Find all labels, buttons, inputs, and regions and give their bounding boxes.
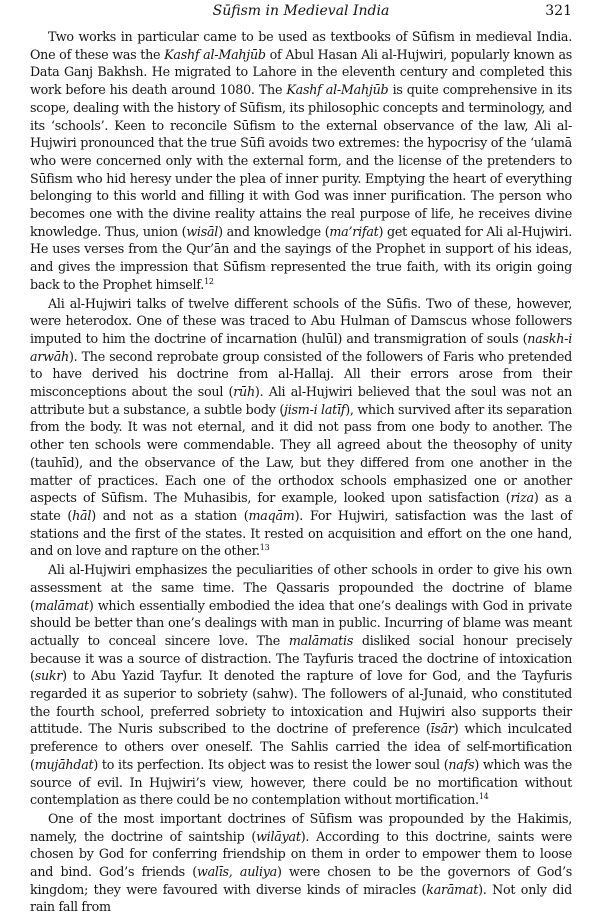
text-run: Ali al-Hujwiri talks of twelve different schools of the Sūfis. Two of these, however, were heterodox. One of these was traced to Abu Hulman of Damscus whose followers imputed to him the doctrine of incarnation (hulūl) and transmigration of souls ( <box>30 295 572 346</box>
text-run: ). According to this doctrine, saints were chosen by God for conferring friendship on them in order to empower them to loose and bind. God’s friends ( <box>30 828 572 880</box>
italic-term: karāmat <box>426 881 479 897</box>
italic-term: hāl <box>72 507 92 523</box>
italic-term: riza <box>510 490 534 506</box>
text-run: ) were chosen to be the governors of God’s kingdom; they were favoured with diverse kinds of miracles ( <box>30 864 573 897</box>
footnote-reference: 13 <box>259 543 270 553</box>
body-text <box>30 28 572 916</box>
text-run: Two works in particular came to be used as textbooks of Sūfism in medieval India. One of these was the <box>30 29 572 62</box>
italic-term: naskh-i arwāh <box>30 330 572 364</box>
italic-term: wisāl <box>186 223 219 239</box>
paragraph <box>30 810 572 916</box>
running-title: Sūfism in Medieval India <box>212 3 390 19</box>
paragraph <box>30 561 572 809</box>
text-run: ). Not only did rain fall from <box>30 881 572 915</box>
book-page <box>30 0 572 916</box>
text-run: ), which survived after its separation from the body. It was not eternal, and it did not pass from one body to another. The other ten schools were commendable. They all agreed about the theosophy of unity (tauhīd), and the observance of the Law, but they differed from one another in the matter of practices. Each one of the orthodox schools emphasized one or another aspects of Sūfism. The Muhasibis, for example, looked upon satisfaction ( <box>30 401 573 506</box>
text-run: Ali al-Hujwiri emphasizes the peculiarities of other schools in order to give his own assessment at the same time. The Qassaris propounded the doctrine of blame ( <box>30 562 572 613</box>
text-run: ). The second reprobate group consisted of the followers of Faris who pretended to have derived his doctrine from al-Hallaj. All their errors arose from their misconceptions about the soul ( <box>30 348 572 400</box>
italic-term: mujāhdat <box>34 756 94 772</box>
text-run: One of the most important doctrines of Sūfism was propounded by the Hakimis, namely, the doctrine of saintship ( <box>30 810 572 844</box>
italic-term: rūh <box>233 384 255 400</box>
text-run: ) which inculcated preference to others over oneself. The Sahlis carried the idea of self-mortification ( <box>30 721 572 772</box>
text-run: disliked social honour precisely because it was a source of distraction. The Tayfuris traced the doctrine of intoxication ( <box>30 632 572 684</box>
text-run: ) and not as a station ( <box>91 507 249 523</box>
running-header <box>30 0 572 22</box>
footnote-reference: 14 <box>478 792 489 801</box>
italic-term: Kashf al-Mahjūb <box>286 82 389 98</box>
text-run: of Abul Hasan Ali al-Hujwiri, popularly known as Data Ganj Bakhsh. He migrated to Lahore in the eleventh century and completed this work before his death around 1080. The <box>30 46 573 98</box>
text-run: ) as a state ( <box>30 490 572 523</box>
text-run: ) which essentially embodied the idea that one’s dealings with God in private should be better than one’s dealings with man in public. Incurring of blame was meant actually to conceal sincere love. The <box>30 597 572 648</box>
italic-term: nafs <box>448 756 475 772</box>
italic-term: maqām <box>248 507 295 523</box>
paragraph <box>30 295 572 561</box>
italic-term: jism-i latīf <box>284 401 346 417</box>
text-run: ) get equated for Ali al-Hujwiri. He uses verses from the Qur’ān and the sayings of the Prophet in support of his ideas, and gives the impression that Sūfism represented the true faith, with its origin going back to the Prophet himself. <box>30 223 572 292</box>
text-run: ) to its perfection. Its object was to resist the lower soul ( <box>93 756 449 772</box>
page-number: 321 <box>545 3 572 19</box>
paragraph <box>30 28 572 294</box>
text-run: is quite comprehensive in its scope, dealing with the history of Sūfism, its philosophic concepts and terminology, and its ‘schools’. Keen to reconcile Sūfism to the external observance of the law, Ali al-Hujwiri pronounced that the true Sūfi avoids two extremes: the hypocrisy of the ‘ulamā who were concerned only with the external form, and the license of the pretenders to Sūfism who hid heresy under the plea of inner purity. Emptying the heart of everything belonging to this world and filling it with God was inner purification. The person who becomes one with the divine reality attains the real purpose of life, he receives divine knowledge. Thus, union ( <box>30 82 573 239</box>
text-run: ). Ali al-Hujwiri believed that the soul was not an attribute but a substance, a subtle body ( <box>30 384 572 417</box>
italic-term: īsār <box>430 721 454 737</box>
text-run: ) and knowledge ( <box>218 223 330 239</box>
italic-term: ma’rifat <box>329 223 379 239</box>
italic-term: malāmat <box>34 597 89 613</box>
text-run: ) to Abu Yazid Tayfur. It denoted the rapture of love for God, and the Tayfuris regarded it as superior to sobriety (sahw). The followers of al-Junaid, who constituted the fourth school, preferred sobriety to intoxication and Hujwiri also supports their attitude. The Nuris subscribed to the doctrine of preference ( <box>30 668 572 737</box>
italic-term: wilāyat <box>256 828 301 844</box>
text-run: ) which was the source of evil. In Hujwiri’s view, however, there could be no mortification without contemplation as there could be no contemplation without mortification. <box>30 756 572 808</box>
italic-term: malāmatis <box>288 632 354 648</box>
italic-term: sukr <box>34 668 63 684</box>
italic-term: Kashf al-Mahjūb <box>164 46 266 62</box>
text-run: ). For Hujwiri, satisfaction was the last of stations and the first of the states. It rested on acquisition and effort on the one hand, and on love and rapture on the other. <box>30 507 572 559</box>
footnote-reference: 12 <box>204 276 214 286</box>
italic-term: walīs, auliya <box>196 864 277 880</box>
